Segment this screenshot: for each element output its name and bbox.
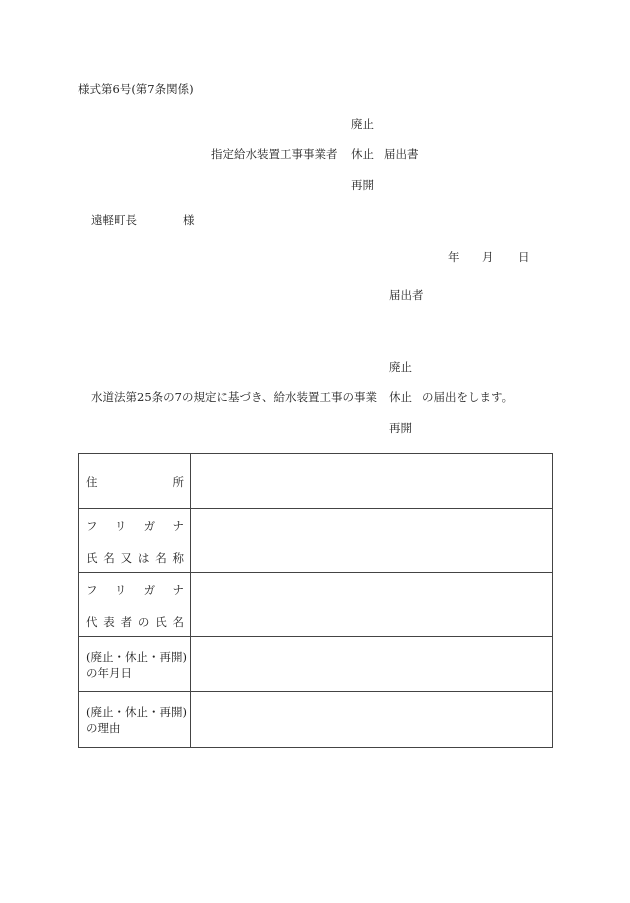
representative-label-char: 者: [120, 615, 133, 629]
name-row: [79, 509, 553, 573]
reason-row: [79, 692, 553, 748]
address-label-char: 所: [172, 475, 184, 489]
body-text-suffix: の届出をします。: [422, 390, 514, 404]
notifier-label: 届出者: [389, 288, 424, 302]
representative-label-char: 表: [103, 615, 115, 629]
furigana-char: ガ: [143, 583, 156, 597]
reason-label-line1: (廃止・休止・再開): [86, 705, 187, 719]
name-input-cell[interactable]: [191, 509, 553, 573]
furigana-char: フ: [86, 583, 98, 597]
date-label-line2: の年月日: [86, 666, 132, 680]
name-label-char: 名: [155, 551, 167, 565]
body-option-suspend: 休止: [389, 390, 412, 404]
name-label-char: は: [137, 551, 150, 565]
date-row: [79, 637, 553, 692]
date-day: 日: [518, 250, 530, 264]
notification-table: [78, 453, 553, 748]
representative-label-char: 代: [86, 615, 98, 629]
representative-row: [79, 573, 553, 637]
representative-label-char: 氏: [155, 615, 167, 629]
date-label-cell: [79, 637, 191, 692]
body-text-prefix: 水道法第25条の7の規定に基づき、給水装置工事の事業: [91, 390, 377, 404]
form-number: 様式第6号(第7条関係): [78, 82, 194, 96]
furigana-char: ガ: [143, 519, 156, 533]
address-input-cell[interactable]: [191, 454, 553, 509]
representative-label-char: の: [137, 615, 150, 629]
title-suffix: 届出書: [384, 147, 419, 161]
name-label-char: 氏: [86, 551, 98, 565]
body-option-resume: 再開: [389, 421, 412, 435]
title-option-suspend: 休止: [351, 147, 374, 161]
body-option-abolish: 廃止: [389, 360, 412, 374]
furigana-char: ナ: [172, 583, 184, 597]
address-label-char: 住: [86, 475, 98, 489]
name-label-char: 名: [103, 551, 115, 565]
furigana-char: ナ: [172, 519, 184, 533]
name-label-char: 又: [120, 551, 133, 565]
date-month: 月: [482, 250, 494, 264]
title-option-resume: 再開: [351, 178, 374, 192]
name-label-char: 称: [172, 551, 184, 565]
title-prefix: 指定給水装置工事事業者: [211, 147, 338, 161]
reason-label-cell: [79, 692, 191, 748]
reason-input-cell[interactable]: [191, 692, 553, 748]
name-label-cell: [79, 509, 191, 573]
representative-label-char: 名: [172, 615, 184, 629]
title-option-abolish: 廃止: [351, 117, 374, 131]
representative-input-cell[interactable]: [191, 573, 553, 637]
furigana-char: フ: [86, 519, 98, 533]
addressee-name: 遠軽町長: [91, 213, 137, 227]
representative-label-cell: [79, 573, 191, 637]
date-input-cell[interactable]: [191, 637, 553, 692]
date-label-line1: (廃止・休止・再開): [86, 650, 187, 664]
addressee-honorific: 様: [183, 213, 195, 227]
address-label-cell: [79, 454, 191, 509]
furigana-char: リ: [114, 583, 127, 597]
date-year: 年: [448, 250, 460, 264]
address-row: [79, 454, 553, 509]
reason-label-line2: の理由: [86, 721, 121, 735]
furigana-char: リ: [114, 519, 127, 533]
